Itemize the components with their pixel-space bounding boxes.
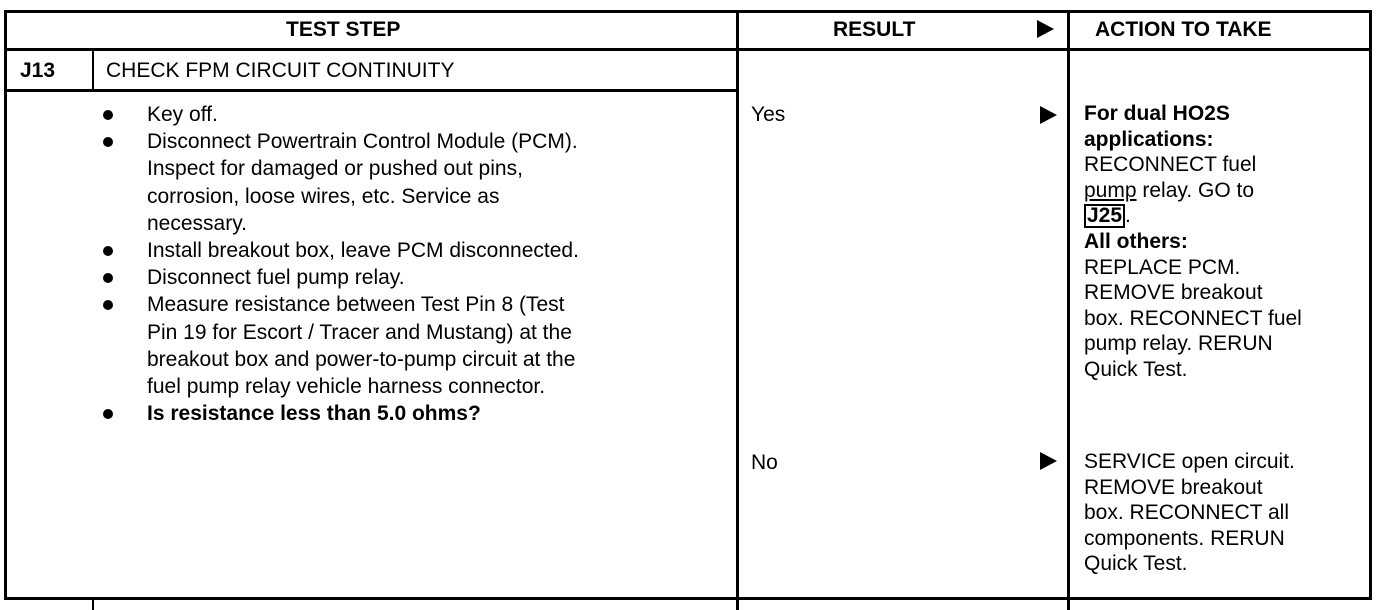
bullet-line: corrosion, loose wires, etc. Service as — [147, 184, 500, 208]
action-line: RECONNECT fuel — [1084, 153, 1257, 177]
step-id: J13 — [20, 59, 56, 82]
action-line: REMOVE breakout — [1084, 475, 1263, 499]
action-line: Quick Test. — [1084, 357, 1188, 381]
list-item — [103, 264, 579, 291]
bottom-border — [4, 597, 1372, 600]
header-bottom-border — [4, 48, 1372, 51]
list-item — [103, 128, 579, 237]
action-line: REPLACE PCM. — [1084, 255, 1241, 279]
result-no: No — [751, 451, 778, 474]
action-column-divider — [1067, 10, 1070, 610]
action-line: Quick Test. — [1084, 552, 1188, 576]
top-border — [4, 10, 1372, 13]
action-line: REMOVE breakout — [1084, 281, 1263, 305]
action-text: . — [1125, 204, 1131, 228]
action-line — [1084, 203, 1302, 229]
bullet-icon — [103, 137, 113, 147]
bullet-line: necessary. — [147, 211, 247, 235]
step-id-divider — [92, 51, 94, 91]
right-border — [1369, 10, 1372, 600]
left-border — [4, 10, 7, 600]
action-line: components. RERUN — [1084, 526, 1285, 550]
action-line: All others: — [1084, 229, 1188, 253]
action-yes — [1084, 101, 1302, 383]
header-test-step: TEST STEP — [286, 18, 401, 41]
result-column-divider — [736, 10, 739, 610]
header-result: RESULT — [833, 18, 916, 41]
test-step-bullets — [103, 101, 579, 427]
step-reference-link[interactable]: J25 — [1084, 204, 1125, 228]
bullet-icon — [103, 273, 113, 283]
bullet-line: Pin 19 for Escort / Tracer and Mustang) at the — [147, 320, 572, 344]
action-line: box. RECONNECT fuel — [1084, 306, 1302, 330]
list-item — [103, 400, 579, 427]
list-item — [103, 291, 579, 400]
result-yes-arrow-icon — [1040, 106, 1057, 124]
action-line — [1084, 178, 1302, 204]
bullet-line: Install breakout box, leave PCM disconnected. — [147, 239, 579, 263]
bullet-line: Inspect for damaged or pushed out pins, — [147, 157, 523, 181]
bullet-line: breakout box and power-to-pump circuit at the — [147, 347, 576, 371]
bullet-icon — [103, 409, 113, 419]
bullet-line: Key off. — [147, 103, 218, 126]
bullet-icon — [103, 300, 113, 310]
action-line: box. RECONNECT all — [1084, 501, 1289, 525]
action-line: pump relay. RERUN — [1084, 332, 1273, 356]
result-yes: Yes — [751, 103, 786, 126]
bullet-line: fuel pump relay vehicle harness connector. — [147, 375, 546, 399]
bullet-icon — [103, 110, 113, 120]
bullet-line: Disconnect fuel pump relay. — [147, 266, 405, 290]
action-no — [1084, 449, 1295, 577]
action-text: pump — [1084, 178, 1137, 202]
bullet-icon — [103, 246, 113, 256]
bullet-line: Disconnect Powertrain Control Module (PCM). — [147, 130, 578, 154]
bullet-line: Is resistance less than 5.0 ohms? — [147, 402, 481, 426]
title-row-bottom-border — [4, 89, 738, 92]
list-item — [103, 101, 579, 128]
step-title: CHECK FPM CIRCUIT CONTINUITY — [106, 59, 455, 82]
action-line: For dual HO2S — [1084, 102, 1230, 125]
header-action-to-take: ACTION TO TAKE — [1095, 18, 1272, 41]
step-id-divider-stub — [92, 597, 94, 610]
list-item — [103, 237, 579, 264]
action-text: relay. GO to — [1136, 178, 1255, 202]
action-line: applications: — [1084, 127, 1214, 151]
header-arrow-icon — [1037, 20, 1054, 38]
result-no-arrow-icon — [1040, 452, 1057, 470]
bullet-line: Measure resistance between Test Pin 8 (Test — [147, 293, 565, 317]
action-line: SERVICE open circuit. — [1084, 450, 1295, 473]
